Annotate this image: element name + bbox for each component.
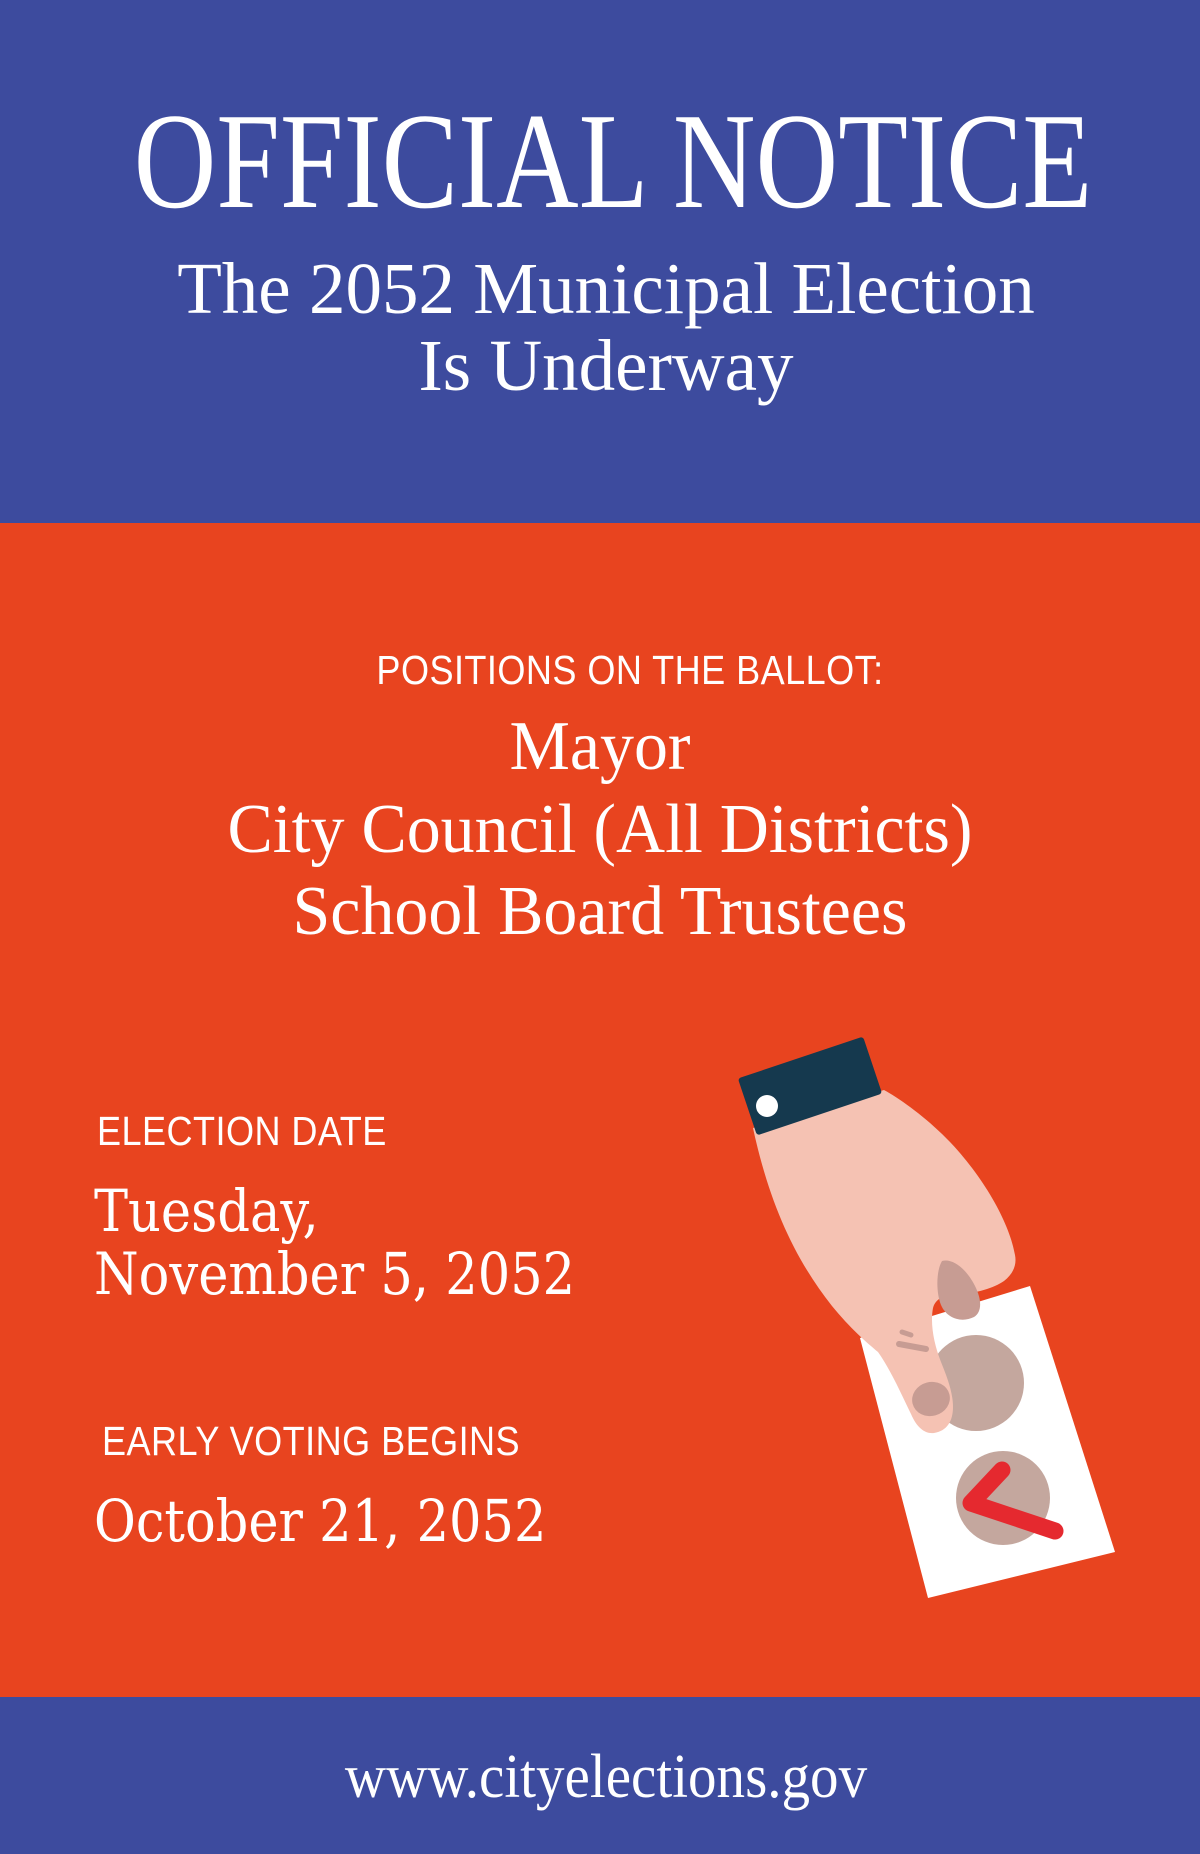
election-date-line-1: Tuesday, [94, 1177, 319, 1245]
subtitle-line-2: Is Underway [418, 325, 794, 406]
ballot-item-school-board: School Board Trustees [292, 873, 908, 950]
website-url: www.cityelections.gov [344, 1743, 868, 1811]
ballot-item-mayor: Mayor [509, 708, 691, 785]
early-voting-label: EARLY VOTING BEGINS [102, 1418, 521, 1464]
early-voting-date: October 21, 2052 [94, 1487, 547, 1555]
cuff-button [756, 1095, 778, 1117]
knuckle-crease-small [902, 1332, 911, 1335]
ballot-hand-illustration [620, 1000, 1200, 1660]
election-date-line-2: November 5, 2052 [94, 1240, 576, 1308]
ballot-positions-label: POSITIONS ON THE BALLOT: [376, 647, 884, 693]
ballot-item-city-council: City Council (All Districts) [227, 790, 973, 868]
ballot-positions-list [18, 706, 1182, 954]
poster-subtitle [6, 250, 1200, 404]
election-date-value [94, 1177, 576, 1308]
subtitle-line-1: The 2052 Municipal Election [177, 248, 1035, 329]
election-date-label: ELECTION DATE [97, 1108, 387, 1154]
poster-title: OFFICIAL NOTICE [133, 85, 1093, 237]
